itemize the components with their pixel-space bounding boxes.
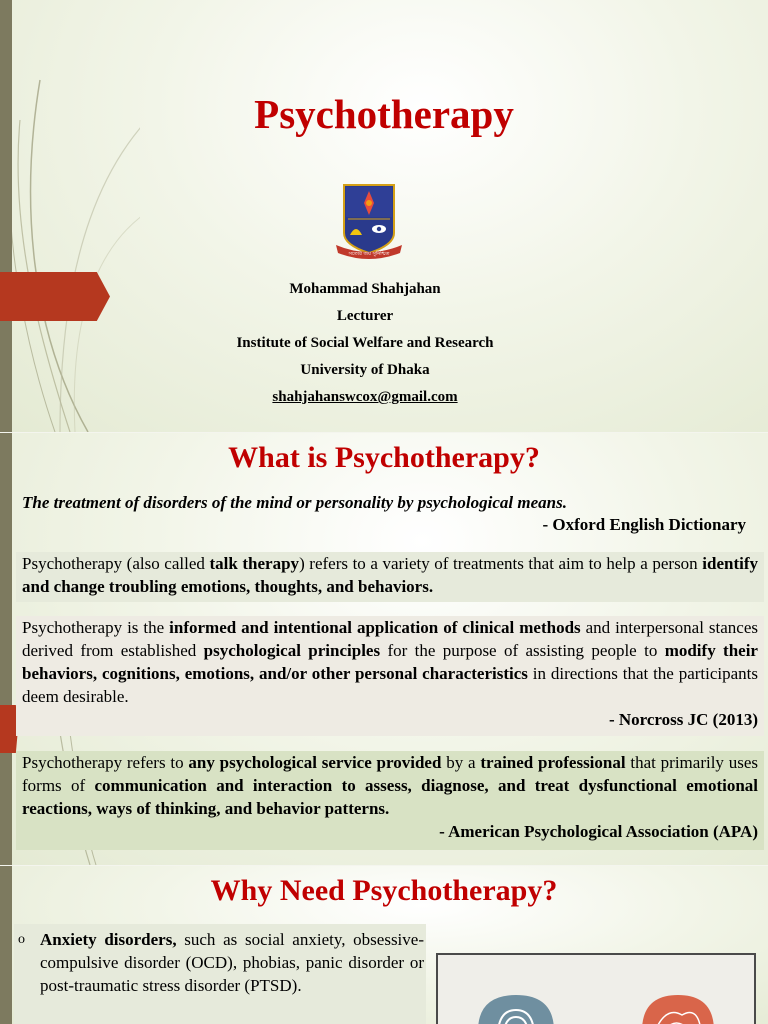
author-university: University of Dhaka (300, 362, 430, 378)
slide-title: What is Psychotherapy? (228, 441, 540, 474)
definition-box-apa: Psychotherapy refers to any psychological service provided by a trained professional that primarily uses forms of communication and interaction to assess, diagnose, and treat dysfunctional emotional reactions, ways of thinking, and behavior patterns. - American Psychological Association (APA) (16, 751, 764, 850)
bullet-anxiety-disorders: o Anxiety disorders, such as social anxiety, obsessive-compulsive disorder (OCD), phobias, panic disorder or post-traumatic stress disorder (PTSD). (14, 924, 426, 1024)
author-block (0, 276, 730, 411)
bullet-marker: o (18, 932, 25, 947)
author-email-link[interactable]: shahjahanswcox@gmail.com (272, 389, 458, 405)
author-institute: Institute of Social Welfare and Research (236, 335, 494, 351)
author-name: Mohammad Shahjahan (289, 281, 441, 297)
quote-source: - Oxford English Dictionary (542, 515, 746, 534)
dictionary-quote (22, 493, 746, 535)
definition-box-norcross: Psychotherapy is the informed and intentional application of clinical methods and interpersonal stances derived from established psychological principles for the purpose of assisting people to modify their behaviors, cognitions, emotions, and/or other personal characteristics in directions that the participants deem desirable. - Norcross JC (2013) (16, 616, 764, 736)
apa-source: - American Psychological Association (APA) (439, 822, 758, 841)
head-profiles-illustration (438, 955, 754, 1024)
illustration-image (436, 953, 756, 1024)
definition-slide (0, 433, 768, 865)
definition-box-talk-therapy: Psychotherapy (also called talk therapy) refers to a variety of treatments that aim to help a person identify and change troubling emotions, thoughts, and behaviors. (16, 552, 764, 602)
slide-title: Why Need Psychotherapy? (210, 874, 558, 907)
quote-text: The treatment of disorders of the mind or personality by psychological means. (22, 493, 567, 512)
left-accent-bar (0, 433, 12, 865)
why-slide (0, 866, 768, 1024)
title-slide (0, 0, 768, 432)
slide-title: Psychotherapy (254, 91, 514, 137)
university-logo (334, 183, 404, 263)
norcross-source: - Norcross JC (2013) (608, 710, 758, 729)
author-position: Lecturer (336, 308, 394, 324)
logo-caption: সত্যের জয় সুনিশ্চিত (348, 251, 390, 257)
